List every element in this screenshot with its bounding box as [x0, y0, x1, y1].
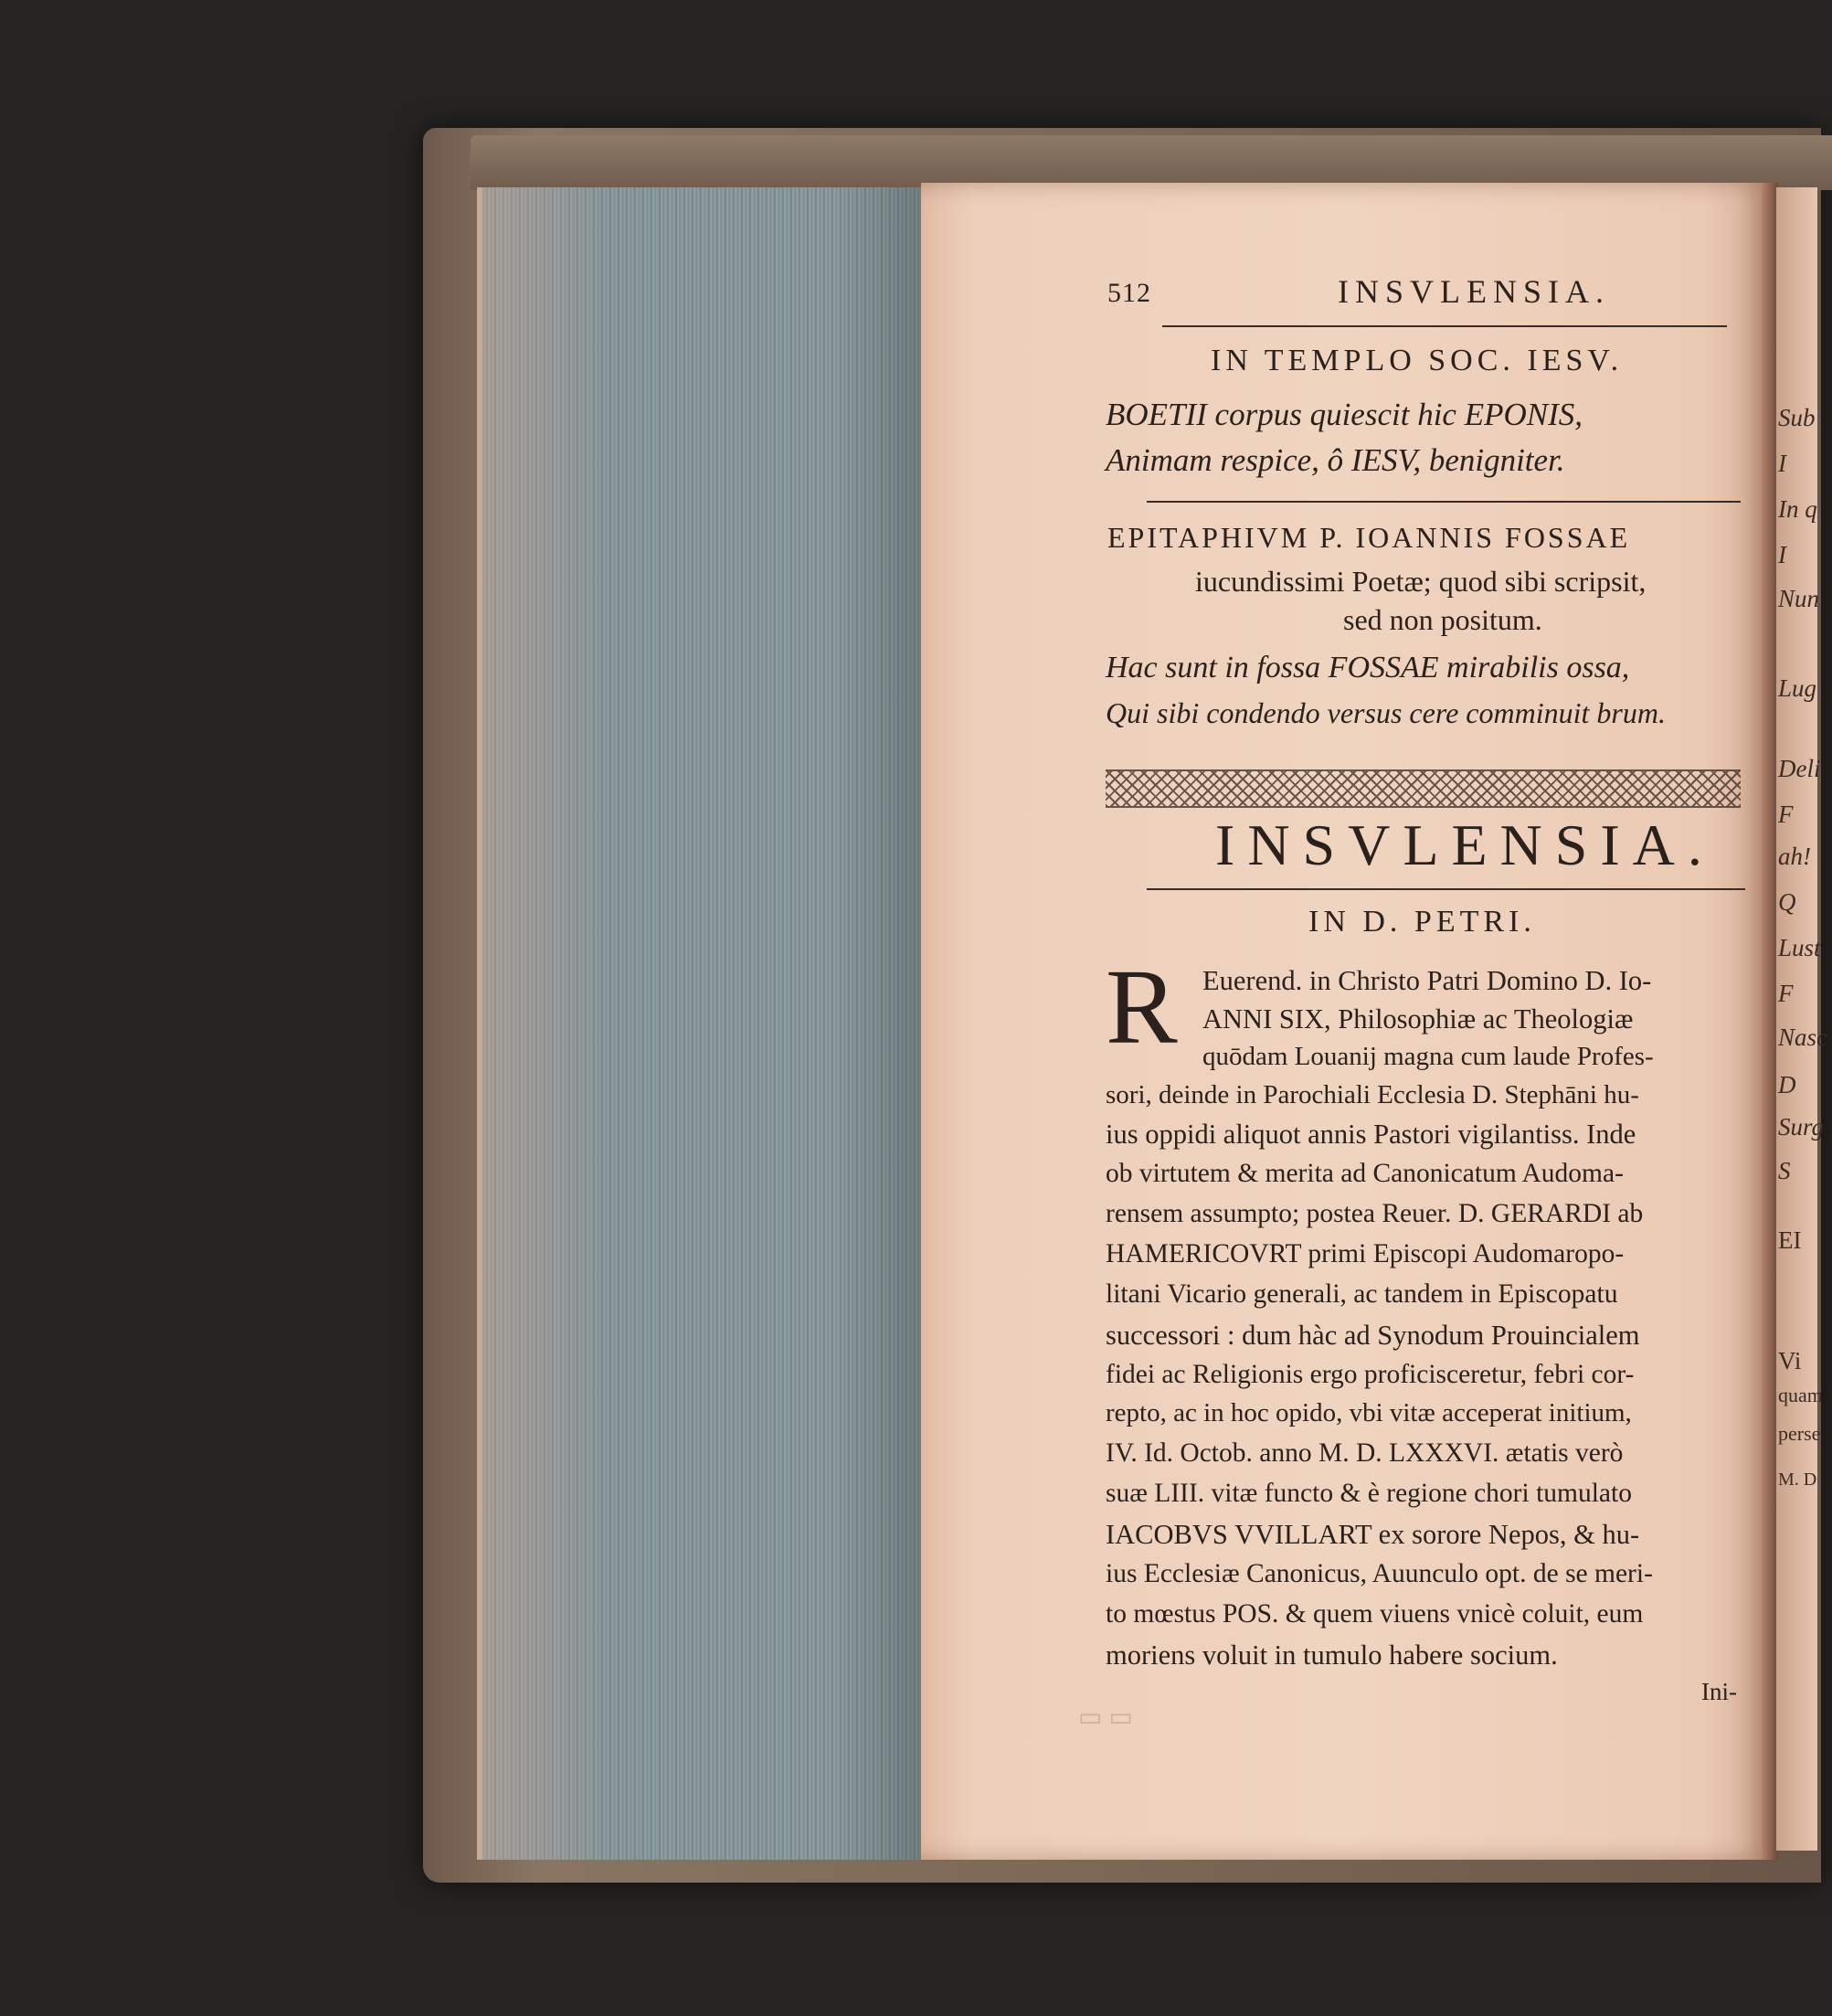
body-line: ius Ecclesiæ Canonicus, Auunculo opt. de se meri-: [1106, 1559, 1653, 1588]
next-page-text: M. D: [1778, 1470, 1817, 1490]
ornamental-band: [1106, 769, 1741, 808]
next-page-text: D: [1778, 1071, 1796, 1098]
epitaph-subtitle: sed non positum.: [1343, 603, 1542, 636]
next-page-text: ah!: [1778, 843, 1811, 870]
page-number: 512: [1107, 278, 1151, 308]
body-line: sori, deinde in Parochiali Ecclesia D. Stephāni hu-: [1106, 1080, 1639, 1109]
epitaph-title: EPITAPHIVM P. IOANNIS FOSSAE: [1107, 521, 1631, 554]
next-page-text: In q: [1778, 495, 1817, 523]
section-title-petri: IN D. PETRI.: [1308, 905, 1536, 939]
body-line: quōdam Louanij magna cum laude Profes-: [1202, 1042, 1654, 1071]
body-line: suæ LIII. vitæ functo & è regione chori tumulato: [1106, 1479, 1632, 1508]
next-page-text: Q: [1778, 888, 1796, 916]
next-page-text: quam: [1778, 1384, 1823, 1406]
next-page-text: EI: [1778, 1226, 1802, 1254]
header-rule: [1162, 325, 1727, 327]
body-line: successori : dum hàc ad Synodum Prouincialem: [1106, 1320, 1640, 1351]
body-line: moriens voluit in tumulo habere socium.: [1106, 1639, 1558, 1671]
body-line: fidei ac Religionis ergo proficisceretur, febri cor-: [1106, 1360, 1635, 1389]
section-title-templo: IN TEMPLO SOC. IESV.: [1211, 344, 1624, 377]
body-line: litani Vicario generali, ac tandem in Episcopatu: [1106, 1279, 1618, 1309]
next-page-text: F: [1778, 980, 1794, 1007]
verse-line: Qui sibi condendo versus cere comminuit brum.: [1106, 696, 1666, 729]
body-line: HAMERICOVRT primi Episcopi Audomaropo-: [1106, 1239, 1625, 1268]
next-page-text: S: [1778, 1157, 1791, 1184]
body-line: IV. Id. Octob. anno M. D. LXXXVI. ætatis verò: [1106, 1438, 1624, 1468]
title-rule: [1147, 888, 1745, 890]
running-head: INSVLENSIA.: [1338, 273, 1610, 310]
drop-cap: R: [1106, 947, 1178, 1066]
next-page-text: Lust: [1778, 934, 1821, 961]
body-line: ob virtutem & merita ad Canonicatum Audoma-: [1106, 1159, 1624, 1188]
verse-line: BOETII corpus quiescit hic EPONIS,: [1106, 397, 1583, 432]
body-line: ANNI SIX, Philosophiæ ac Theologiæ: [1202, 1003, 1634, 1035]
next-page-text: Vi: [1778, 1347, 1802, 1374]
verse-line: Hac sunt in fossa FOSSAE mirabilis ossa,: [1106, 651, 1630, 684]
body-line: to mœstus POS. & quem viuens vnicè coluit, eum: [1106, 1599, 1644, 1629]
epitaph-subtitle: iucundissimi Poetæ; quod sibi scripsit,: [1195, 565, 1647, 598]
next-page-text: I: [1778, 450, 1786, 477]
body-line: ius oppidi aliquot annis Pastori vigilantiss. Inde: [1106, 1119, 1636, 1150]
verse-line: Animam respice, ô IESV, benigniter.: [1106, 442, 1565, 478]
next-page-text: Lug: [1778, 674, 1817, 702]
right-page-edge: [1776, 187, 1827, 1851]
body-line: rensem assumpto; postea Reuer. D. GERARDI ab: [1106, 1199, 1644, 1228]
next-page-text: F: [1778, 801, 1794, 828]
ink-stamp: ▭ ▭: [1078, 1703, 1133, 1732]
body-line: Euerend. in Christo Patri Domino D. Io-: [1202, 965, 1652, 996]
catchword: Ini-: [1701, 1678, 1737, 1705]
next-page-text: I: [1778, 541, 1786, 568]
book-cover-top-edge: [471, 135, 1832, 190]
next-page-text: Nun: [1778, 585, 1820, 612]
section-heading-insulensia: INSVLENSIA.: [1215, 812, 1715, 877]
body-line: repto, ac in hoc opido, vbi vitæ acceperat initium,: [1106, 1398, 1632, 1427]
next-page-text: Deli: [1778, 755, 1821, 782]
next-page-text: perse: [1778, 1422, 1821, 1445]
section-rule: [1147, 501, 1741, 503]
next-page-text: Surg: [1778, 1113, 1825, 1141]
body-line: IACOBVS VVILLART ex sorore Nepos, & hu-: [1106, 1519, 1640, 1550]
next-page-text: Nasc: [1778, 1024, 1827, 1051]
next-page-text: Sub: [1778, 404, 1816, 431]
page-block-shading: [477, 187, 925, 1860]
